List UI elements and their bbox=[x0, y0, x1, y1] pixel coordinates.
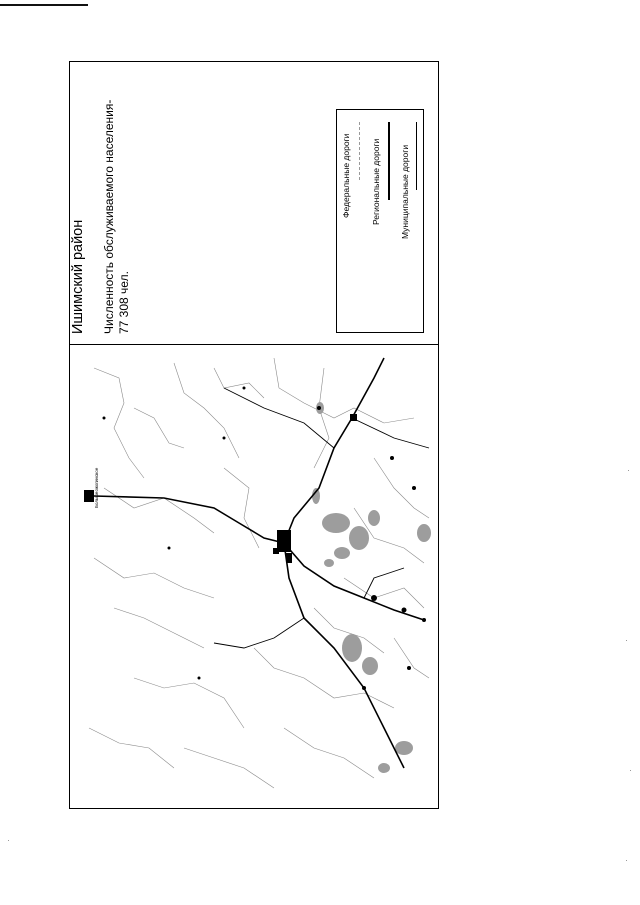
legend-swatch-municipal bbox=[416, 122, 417, 190]
district-title: Ишимский район bbox=[70, 219, 86, 334]
minor-roads bbox=[89, 358, 429, 788]
district-map-svg bbox=[74, 348, 434, 804]
scan-speck bbox=[8, 840, 9, 841]
map-legend bbox=[336, 109, 424, 333]
legend-swatch-regional bbox=[388, 122, 390, 200]
secondary-roads bbox=[214, 388, 429, 648]
page-top-line bbox=[0, 4, 88, 6]
header-map-divider bbox=[70, 344, 438, 345]
scan-speck bbox=[626, 640, 627, 641]
population-line-1: Численность обслуживаемого населения- bbox=[102, 99, 116, 334]
legend-label-federal: Федеральные дороги bbox=[341, 133, 351, 218]
district-map bbox=[74, 348, 434, 804]
scan-speck bbox=[628, 470, 629, 471]
map-sheet-frame bbox=[69, 61, 439, 809]
legend-label-regional: Региональные дороги bbox=[371, 138, 381, 225]
population-line-2: 77 308 чел. bbox=[117, 271, 131, 334]
legend-swatch-federal bbox=[359, 122, 360, 180]
population-text bbox=[102, 100, 132, 334]
settlement-label: Большеожогинское bbox=[94, 467, 99, 508]
scan-speck bbox=[630, 770, 631, 771]
scan-speck bbox=[626, 860, 627, 861]
main-roads bbox=[94, 358, 424, 768]
legend-label-municipal: Муниципальные дороги bbox=[400, 144, 410, 239]
